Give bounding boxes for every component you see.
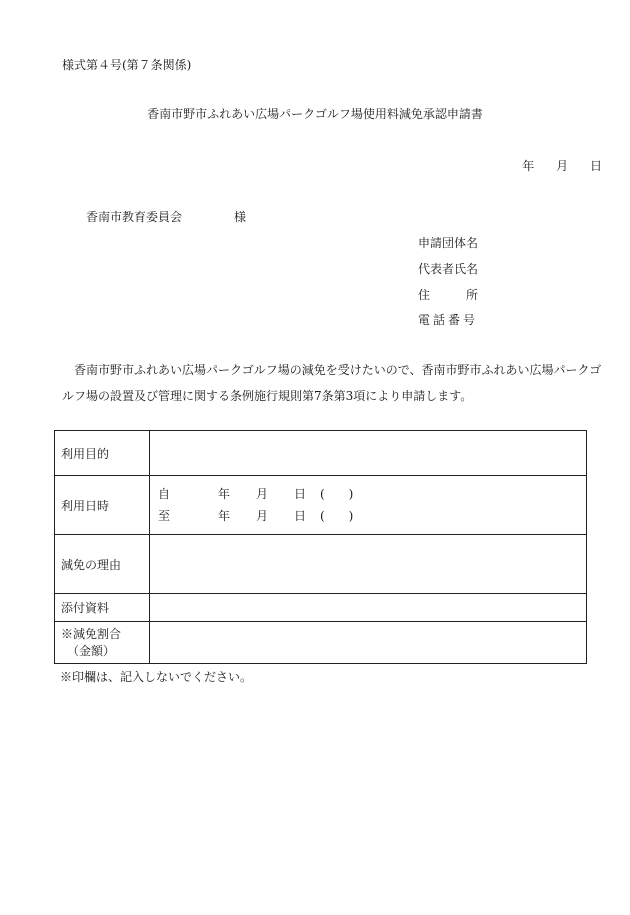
applicant-group-label: 申請団体名	[418, 236, 479, 250]
rate-label	[55, 622, 150, 664]
recipient-suffix: 様	[234, 210, 247, 224]
purpose-label: 利用目的	[55, 431, 150, 476]
date-month: 月	[556, 159, 569, 173]
to-label: 至	[158, 509, 171, 523]
table-row-purpose	[55, 431, 587, 476]
to-year: 年	[218, 509, 231, 523]
from-year: 年	[218, 487, 231, 501]
from-weekday: ( )	[320, 487, 354, 501]
from-label: 自	[158, 487, 171, 501]
rate-label-line1: ※減免割合	[61, 626, 122, 641]
applicant-representative-label: 代表者氏名	[418, 262, 479, 276]
recipient-name: 香南市教育委員会	[86, 210, 183, 224]
datetime-from-line	[156, 483, 586, 505]
datetime-to-line	[156, 505, 586, 527]
attachments-label: 添付資料	[55, 594, 150, 622]
rate-label-line2: （金額）	[67, 643, 116, 658]
table-row-datetime	[55, 476, 587, 535]
rate-field[interactable]	[150, 622, 587, 664]
footnote: ※印欄は、記入しないでください。	[60, 670, 253, 684]
to-month: 月	[256, 509, 269, 523]
applicant-address-label	[418, 286, 478, 303]
datetime-label: 利用日時	[55, 476, 150, 535]
date-year: 年	[522, 159, 535, 173]
application-statement: 香南市野市ふれあい広場パークゴルフ場の減免を受けたいので、香南市野市ふれあい広場パークゴルフ場の設置及び管理に関する条例施行規則第7条第3項により申請します。	[62, 363, 602, 403]
datetime-field[interactable]	[150, 476, 587, 535]
form-number: 様式第４号(第７条関係)	[62, 58, 192, 72]
from-day: 日	[294, 487, 307, 501]
table-row-attachments	[55, 594, 587, 622]
reason-label: 減免の理由	[55, 535, 150, 594]
table-row-rate	[55, 622, 587, 664]
address-label-part1: 住	[418, 288, 431, 302]
application-table	[54, 430, 587, 664]
date-day: 日	[589, 159, 602, 173]
to-day: 日	[294, 509, 307, 523]
address-label-part2: 所	[466, 288, 479, 302]
document-title: 香南市野市ふれあい広場パークゴルフ場使用料減免承認申請書	[147, 107, 483, 121]
reason-field[interactable]	[150, 535, 587, 594]
purpose-field[interactable]	[150, 431, 587, 476]
table-row-reason	[55, 535, 587, 594]
attachments-field[interactable]	[150, 594, 587, 622]
to-weekday: ( )	[320, 509, 354, 523]
date-line	[504, 157, 602, 174]
from-month: 月	[256, 487, 269, 501]
applicant-phone-label: 電話番号	[418, 313, 479, 327]
